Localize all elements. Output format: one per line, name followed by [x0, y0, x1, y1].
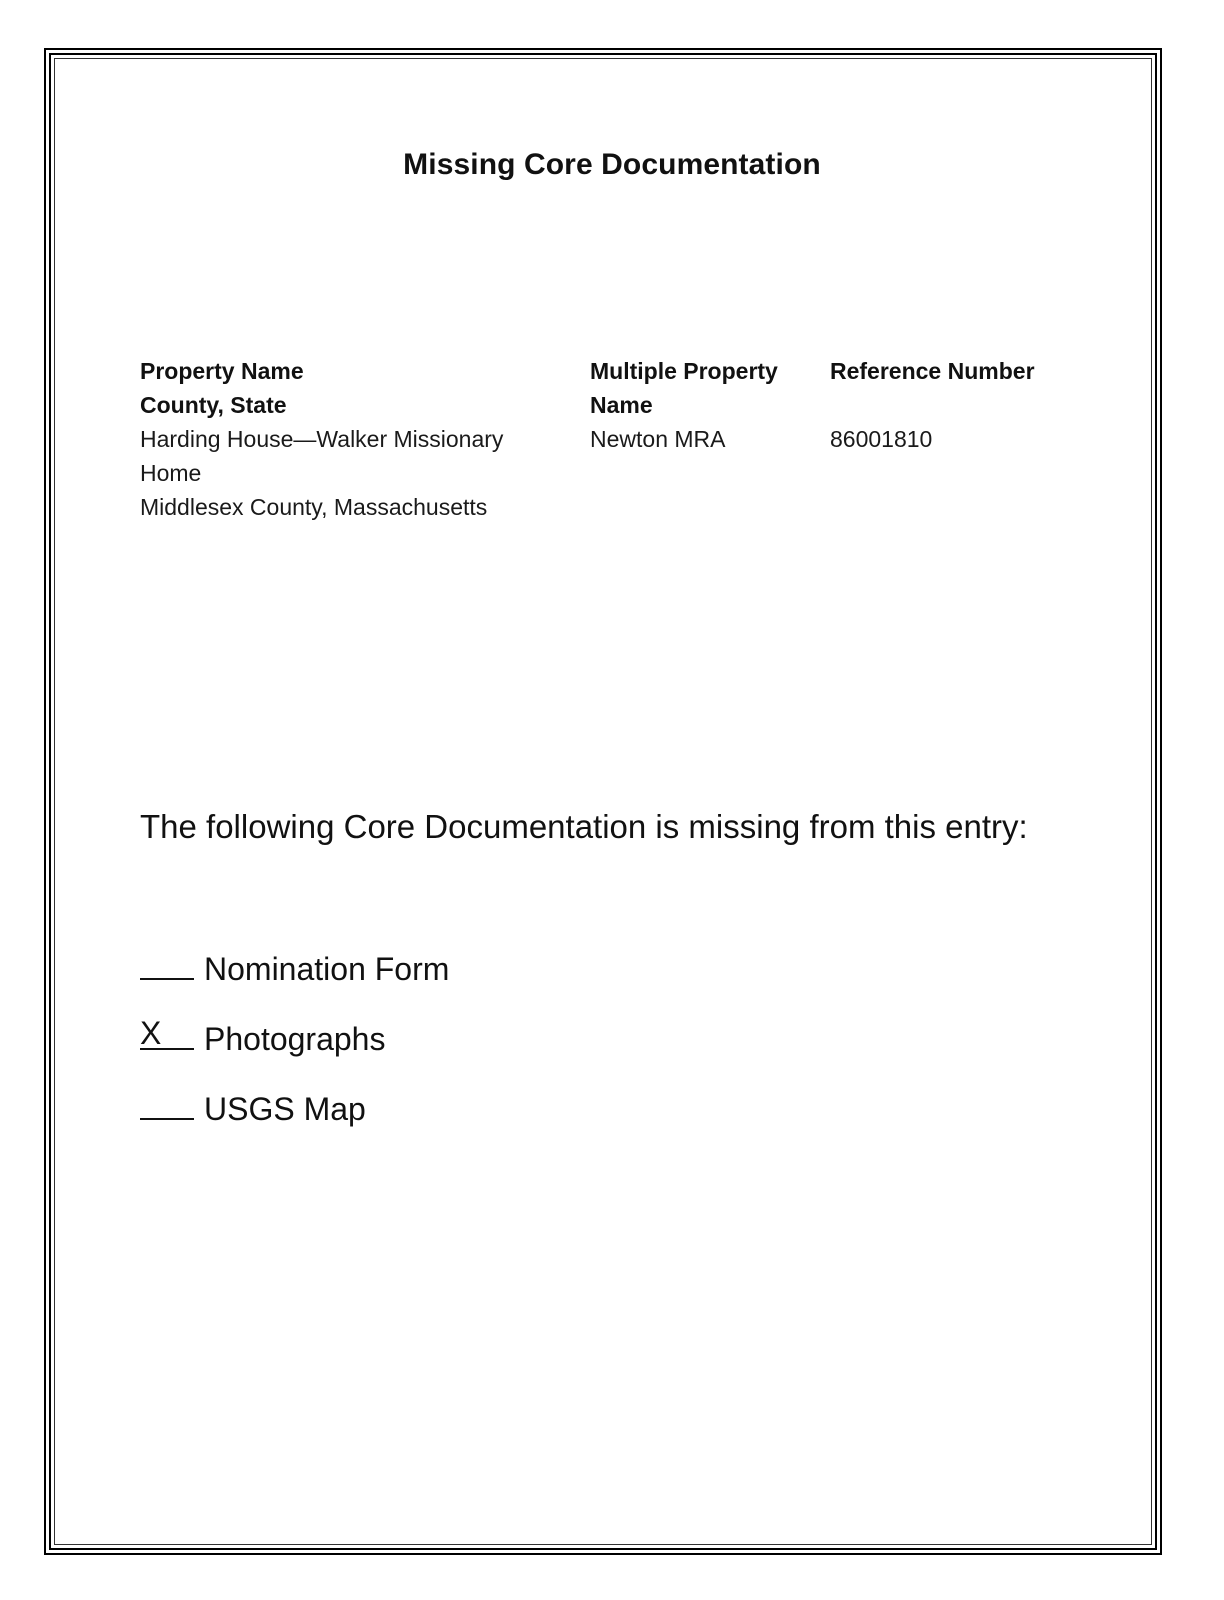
checklist-label: Photographs	[204, 1021, 386, 1057]
county-state-header: County, State	[140, 392, 287, 418]
county-state-value: Middlesex County, Massachusetts	[140, 494, 488, 520]
property-name-line1: Harding House—Walker Missionary	[140, 426, 504, 452]
multiple-property-column	[590, 354, 820, 456]
reference-number-column	[830, 354, 1070, 456]
multiple-property-value: Newton MRA	[590, 426, 726, 452]
checklist-label: USGS Map	[204, 1091, 366, 1127]
check-mark: X	[140, 1015, 162, 1051]
page-border	[44, 48, 1162, 1555]
reference-number-header: Reference Number	[830, 358, 1035, 384]
property-name-header: Property Name	[140, 358, 304, 384]
checkbox-blank	[140, 948, 194, 980]
checklist-item-nomination-form	[140, 948, 449, 988]
checklist-label: Nomination Form	[204, 951, 450, 987]
checkbox-blank	[140, 1088, 194, 1120]
checklist-item-usgs-map	[140, 1088, 366, 1128]
multiple-property-header-line1: Multiple Property	[590, 358, 778, 384]
checkbox-blank	[140, 1015, 194, 1051]
checklist-item-photographs	[140, 1015, 386, 1058]
property-column	[140, 354, 570, 524]
multiple-property-header-line2: Name	[590, 392, 653, 418]
property-name-line2: Home	[140, 460, 202, 486]
missing-statement: The following Core Documentation is missing from this entry:	[140, 808, 1028, 845]
document-title: Missing Core Documentation	[403, 148, 821, 181]
reference-number-value: 86001810	[830, 426, 933, 452]
